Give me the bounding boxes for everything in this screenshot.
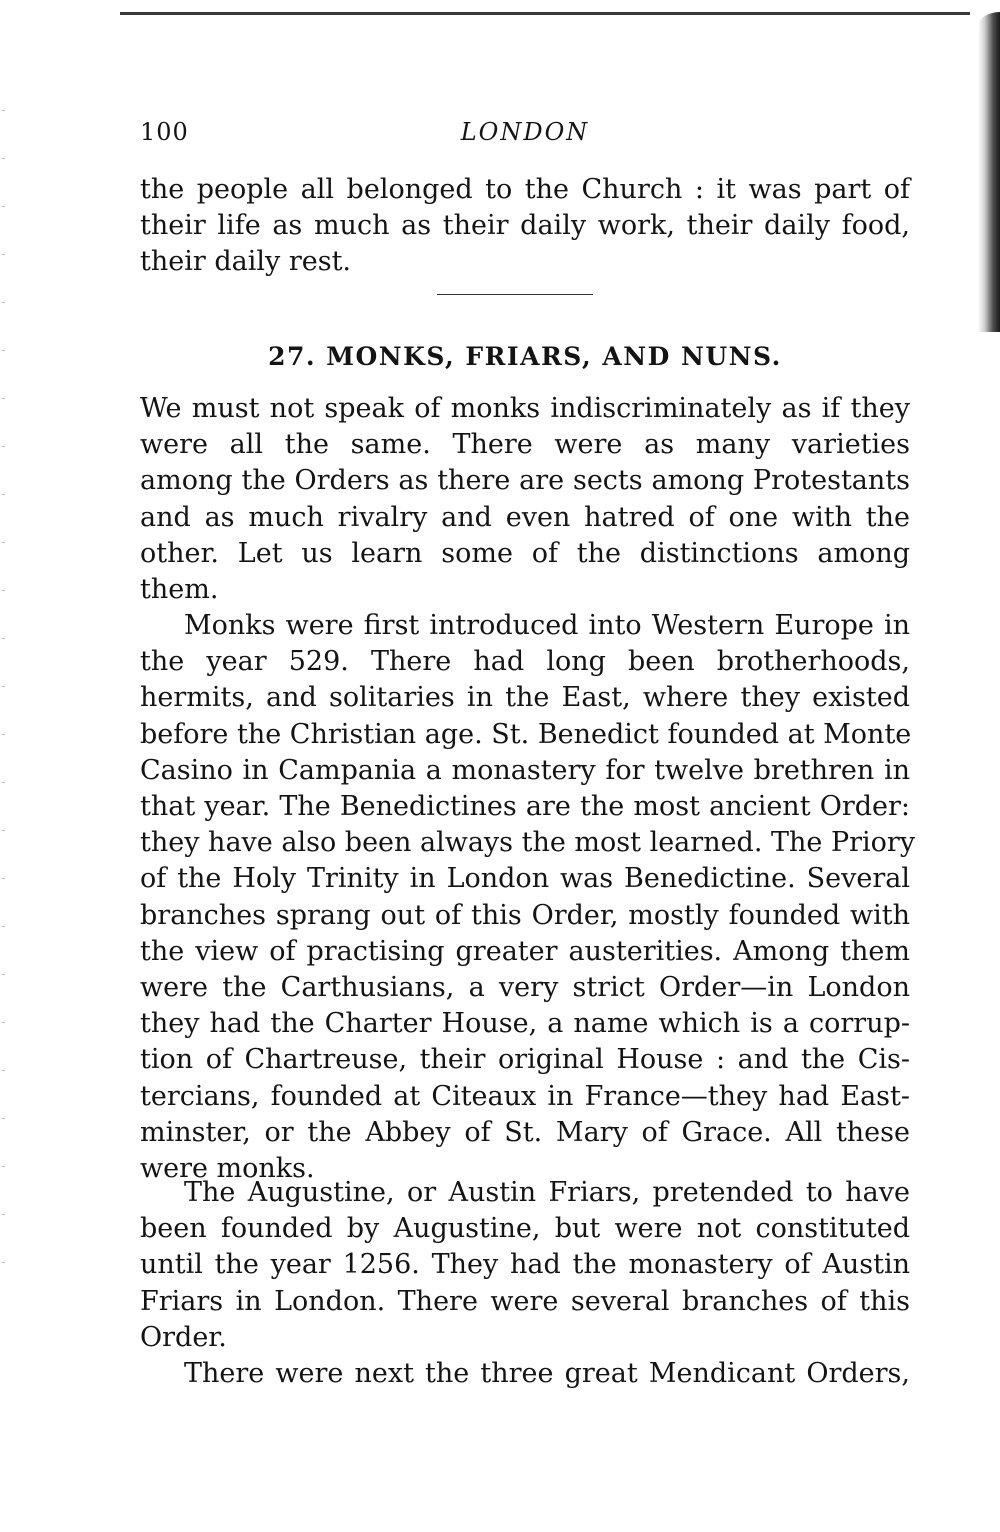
text-line: they have also been always the most learned. The Priory — [140, 827, 916, 859]
scan-margin-marks — [2, 110, 5, 1310]
section-heading: 27. MONKS, FRIARS, AND NUNS. — [268, 342, 782, 371]
text-line: branches sprang out of this Order, mostly founded with — [140, 899, 910, 931]
page-number: 100 — [140, 118, 189, 146]
paragraph-4 — [140, 1356, 910, 1392]
text-line: The Augustine, or Austin Friars, pretended to have — [184, 1177, 910, 1208]
text-line: of the Holy Trinity in London was Benedictine. Several — [140, 863, 910, 895]
paragraph-1 — [140, 391, 910, 608]
text-line: Monks were first introduced into Western Europe in — [184, 610, 910, 641]
page-curl-shadow — [978, 12, 1000, 332]
text-line: were monks. — [140, 1153, 315, 1185]
text-line: the view of practising greater austerities. Among them — [140, 935, 910, 967]
text-line: that year. The Benedictines are the most ancient Order: — [140, 791, 910, 823]
text-line: them. — [140, 574, 219, 606]
text-line: Order. — [140, 1321, 227, 1353]
text-line: before the Christian age. St. Benedict founded at Monte — [140, 718, 912, 750]
text-line: their life as much as their daily work, their daily food, — [140, 210, 910, 242]
text-line: and as much rivalry and even hatred of one with the — [140, 501, 910, 533]
text-line: We must not speak of monks indiscriminately as if they — [140, 393, 910, 424]
page-top-edge — [120, 12, 970, 15]
text-line: were the Carthusians, a very strict Order—in London — [140, 972, 910, 1004]
continuation-paragraph — [140, 172, 910, 281]
text-line: tercians, founded at Citeaux in France—they had East- — [140, 1080, 910, 1112]
text-line: hermits, and solitaries in the East, where they existed — [140, 682, 910, 714]
running-title: LONDON — [460, 118, 590, 146]
text-line: There were next the three great Mendicant Orders, — [184, 1358, 910, 1389]
text-line: Casino in Campania a monastery for twelve brethren in — [140, 754, 910, 786]
text-line: tion of Chartreuse, their original House : and the Cis- — [140, 1044, 910, 1076]
text-line: other. Let us learn some of the distinctions among — [140, 537, 910, 569]
running-header — [140, 118, 910, 154]
text-line: Friars in London. There were several branches of this — [140, 1285, 910, 1317]
text-line: the people all belonged to the Church : it was part of — [140, 174, 910, 205]
section-separator-rule — [437, 294, 593, 295]
text-line: until the year 1256. They had the monastery of Austin — [140, 1249, 910, 1281]
text-line: they had the Charter House, a name which is a corrup- — [140, 1008, 910, 1040]
text-line: minster, or the Abbey of St. Mary of Grace. All these — [140, 1116, 910, 1148]
paragraph-3 — [140, 1175, 910, 1356]
text-line: among the Orders as there are sects among Protestants — [140, 465, 910, 497]
text-line: were all the same. There were as many varieties — [140, 429, 910, 461]
text-line: their daily rest. — [140, 246, 352, 278]
text-line: the year 529. There had long been brotherhoods, — [140, 646, 910, 678]
text-line: been founded by Augustine, but were not constituted — [140, 1213, 910, 1245]
paragraph-2 — [140, 608, 916, 1187]
